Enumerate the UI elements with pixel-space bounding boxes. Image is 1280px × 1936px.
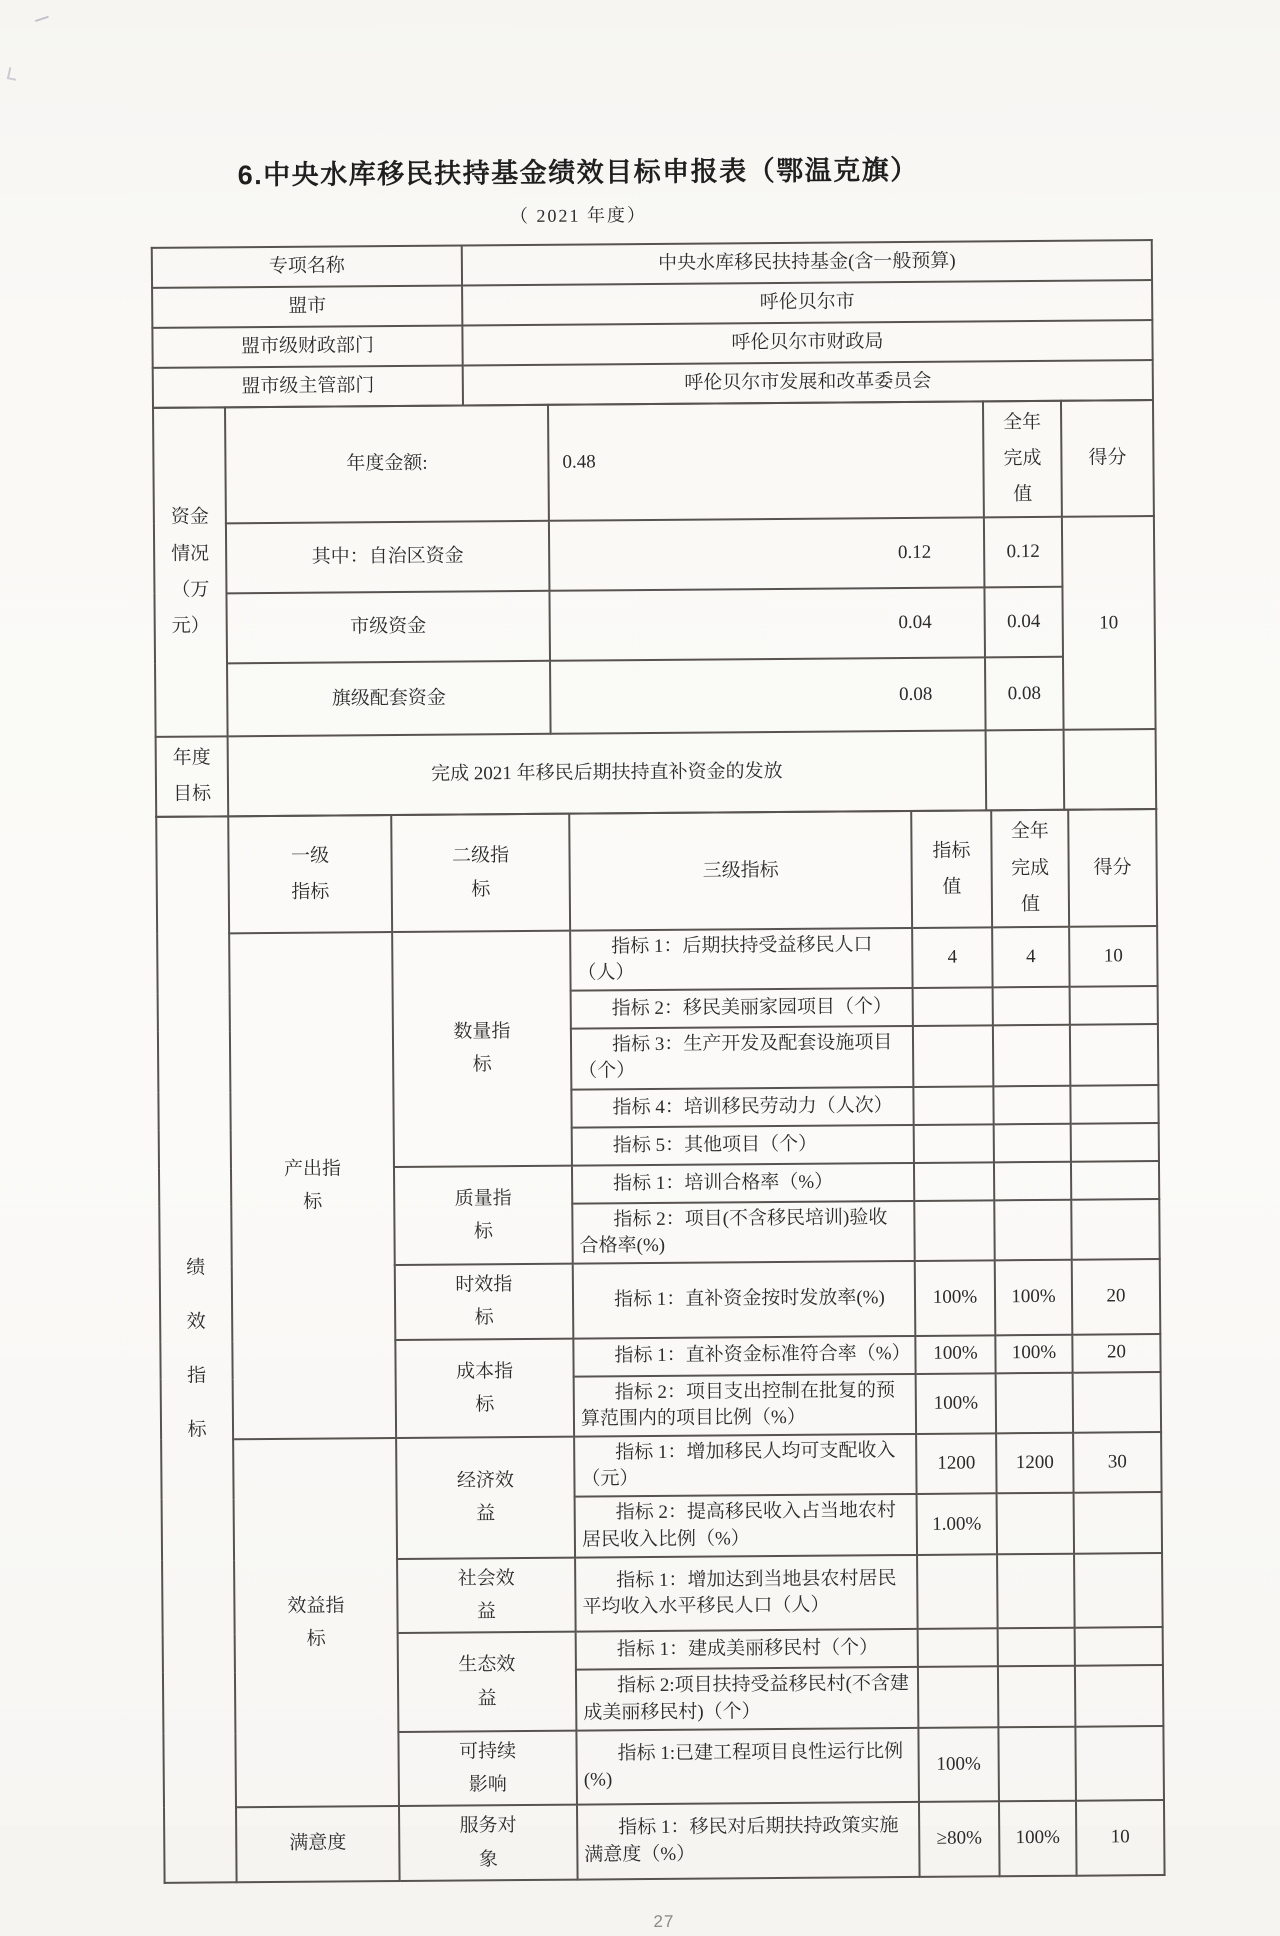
target-value-cell bbox=[917, 1554, 998, 1629]
l3-indicator-cell: 指标 2：项目(不含移民培训)验收合格率(%) bbox=[572, 1201, 914, 1264]
annual-goal-text: 完成 2021 年移民后期扶持直补资金的发放 bbox=[228, 731, 987, 817]
funding-target-cell: 0.12 bbox=[549, 518, 985, 591]
score-cell: 20 bbox=[1072, 1259, 1161, 1334]
completion-value-cell bbox=[994, 1161, 1071, 1200]
level2-group-cell: 服务对象 bbox=[399, 1805, 578, 1881]
target-value-cell bbox=[914, 1124, 994, 1163]
level2-group-cell: 质量指标 bbox=[394, 1165, 573, 1265]
completion-value-cell bbox=[997, 1493, 1074, 1554]
target-value-cell bbox=[914, 1162, 994, 1201]
target-value-cell bbox=[913, 1026, 993, 1087]
score-cell bbox=[1074, 1492, 1162, 1553]
l3-indicator-cell: 指标 1：后期扶持受益移民人口（人） bbox=[570, 928, 912, 991]
page-number: 27 bbox=[653, 1911, 675, 1931]
completion-value-cell: 4 bbox=[992, 926, 1069, 987]
score-cell bbox=[1075, 1726, 1164, 1801]
score-cell: 30 bbox=[1073, 1432, 1161, 1493]
target-value-cell: 100% bbox=[918, 1727, 999, 1802]
info-table bbox=[151, 239, 1154, 409]
empty-cell bbox=[986, 730, 1065, 811]
score-cell: 10 bbox=[1069, 926, 1157, 987]
score-cell: 10 bbox=[1076, 1800, 1165, 1875]
funding-completion-cell: 0.08 bbox=[985, 657, 1064, 731]
completion-value-cell: 1200 bbox=[996, 1433, 1073, 1494]
score-header: 得分 bbox=[1068, 810, 1157, 927]
info-value-cell: 呼伦贝尔市发展和改革委员会 bbox=[463, 360, 1153, 405]
info-value-cell: 呼伦贝尔市财政局 bbox=[462, 320, 1152, 365]
l3-indicator-cell: 指标 1：移民对后期扶持政策实施满意度（%） bbox=[577, 1802, 920, 1879]
info-label-cell: 盟市级财政部门 bbox=[152, 325, 462, 367]
annual-goal-label: 年度目标 bbox=[156, 737, 229, 818]
score-cell: 20 bbox=[1072, 1334, 1160, 1373]
target-value-cell: 1200 bbox=[916, 1433, 996, 1494]
target-value-cell: 100% bbox=[916, 1373, 996, 1434]
completion-value-cell bbox=[993, 1025, 1070, 1086]
l3-indicator-cell: 指标 2：提高移民收入占当地农村居民收入比例（%） bbox=[575, 1494, 917, 1557]
target-value-cell bbox=[913, 1086, 993, 1125]
annual-goal-row bbox=[156, 729, 1157, 817]
score-cell bbox=[1075, 1627, 1163, 1666]
target-value-cell bbox=[918, 1667, 998, 1728]
l3-indicator-cell: 指标 2：项目支出控制在批复的预算范围内的项目比例（%） bbox=[574, 1374, 916, 1437]
funding-row-label: 其中：自治区资金 bbox=[226, 521, 550, 594]
indicator-row bbox=[164, 1800, 1165, 1882]
level1-group-cell: 效益指标 bbox=[233, 1438, 399, 1808]
completion-header: 全年完成值 bbox=[983, 401, 1062, 518]
level3-header: 三级指标 bbox=[569, 811, 912, 930]
funding-row bbox=[154, 586, 1155, 664]
score-cell bbox=[1070, 986, 1158, 1025]
indicator-table bbox=[155, 809, 1165, 1884]
completion-value-cell: 100% bbox=[995, 1260, 1073, 1335]
l3-indicator-cell: 指标 1：直补资金按时发放率(%) bbox=[573, 1261, 916, 1338]
level1-header: 一级指标 bbox=[228, 816, 392, 934]
info-value-cell: 呼伦贝尔市 bbox=[462, 280, 1152, 325]
completion-value-cell bbox=[993, 1085, 1070, 1124]
l3-indicator-cell: 指标 2：移民美丽家园项目（个） bbox=[571, 988, 913, 1029]
info-value-cell: 中央水库移民扶持基金(含一般预算) bbox=[462, 240, 1152, 285]
level2-group-cell: 数量指标 bbox=[392, 930, 572, 1166]
score-header: 得分 bbox=[1061, 400, 1154, 517]
annual-amount-label: 年度金额: bbox=[225, 405, 549, 524]
info-label-cell: 盟市级主管部门 bbox=[153, 365, 463, 407]
completion-value-cell bbox=[996, 1372, 1073, 1433]
info-label-cell: 专项名称 bbox=[152, 245, 462, 287]
score-cell bbox=[1071, 1199, 1159, 1260]
funding-completion-cell: 0.04 bbox=[984, 587, 1063, 658]
l3-indicator-cell: 指标 1：建成美丽移民村（个） bbox=[576, 1629, 918, 1670]
page-title: 6.中央水库移民扶持基金绩效目标申报表（鄂温克旗） bbox=[237, 154, 919, 191]
score-cell bbox=[1071, 1123, 1159, 1162]
target-value-cell: 100% bbox=[915, 1335, 995, 1374]
level2-group-cell: 经济效益 bbox=[396, 1437, 575, 1559]
target-value-cell: 4 bbox=[912, 927, 992, 988]
level1-group-cell: 产出指标 bbox=[229, 932, 396, 1440]
l3-indicator-cell: 指标 1：增加达到当地县农村居民平均收入水平移民人口（人） bbox=[575, 1555, 918, 1632]
completion-value-cell bbox=[994, 1123, 1071, 1162]
indicator-header-row bbox=[156, 810, 1157, 934]
l3-indicator-cell: 指标 4：培训移民劳动力（人次） bbox=[571, 1087, 913, 1128]
completion-value-cell bbox=[997, 1554, 1075, 1629]
funding-row-label: 旗级配套资金 bbox=[227, 661, 551, 737]
score-cell bbox=[1070, 1085, 1158, 1124]
completion-value-cell: 100% bbox=[999, 1801, 1077, 1876]
l3-indicator-cell: 指标 1:已建工程项目良性运行比例(%) bbox=[576, 1728, 919, 1805]
indicator-row bbox=[161, 1432, 1161, 1500]
target-value-cell: 100% bbox=[915, 1260, 996, 1335]
target-value-cell bbox=[918, 1629, 998, 1668]
completion-header: 全年完成值 bbox=[991, 810, 1069, 927]
l3-indicator-cell: 指标 1：培训合格率（%） bbox=[572, 1163, 914, 1204]
level2-group-cell: 可持续影响 bbox=[398, 1730, 577, 1806]
score-cell bbox=[1075, 1665, 1163, 1726]
l3-indicator-cell: 指标 1：直补资金标准符合率（%） bbox=[573, 1336, 915, 1377]
l3-indicator-cell: 指标 5：其他项目（个） bbox=[572, 1125, 914, 1166]
funding-row bbox=[155, 656, 1156, 737]
annual-amount-value: 0.48 bbox=[548, 401, 984, 521]
page-subtitle: （ 2021 年度） bbox=[509, 205, 648, 227]
target-header: 指标值 bbox=[911, 811, 992, 928]
funding-target-cell: 0.08 bbox=[550, 658, 986, 734]
level1-group-cell: 满意度 bbox=[236, 1806, 400, 1882]
scan-speck bbox=[33, 10, 49, 22]
completion-value-cell bbox=[993, 987, 1070, 1026]
score-cell bbox=[1070, 1024, 1158, 1085]
completion-value-cell bbox=[998, 1727, 1076, 1802]
scan-speck bbox=[7, 67, 18, 81]
funding-row-label: 市级资金 bbox=[226, 591, 550, 664]
level2-group-cell: 时效指标 bbox=[395, 1264, 574, 1340]
level2-group-cell: 成本指标 bbox=[395, 1338, 574, 1438]
level2-group-cell: 生态效益 bbox=[398, 1632, 577, 1732]
indicator-row bbox=[157, 926, 1157, 994]
score-cell bbox=[1073, 1372, 1161, 1433]
score-cell bbox=[1071, 1161, 1159, 1200]
empty-cell bbox=[1064, 729, 1157, 810]
level2-header: 二级指标 bbox=[391, 814, 570, 932]
target-value-cell bbox=[913, 988, 993, 1027]
completion-value-cell bbox=[998, 1628, 1075, 1667]
completion-value-cell: 100% bbox=[995, 1334, 1072, 1373]
completion-value-cell bbox=[998, 1666, 1075, 1727]
funding-target-cell: 0.04 bbox=[549, 588, 985, 661]
perf-section-label: 绩效指标 bbox=[156, 817, 236, 1883]
l3-indicator-cell: 指标 2:项目扶持受益移民村(不含建成美丽移民村)（个） bbox=[576, 1667, 918, 1730]
target-value-cell: 1.00% bbox=[917, 1494, 997, 1555]
target-value-cell: ≥80% bbox=[919, 1802, 1000, 1877]
l3-indicator-cell: 指标 1：增加移民人均可支配收入（元） bbox=[574, 1434, 916, 1497]
funding-row bbox=[153, 400, 1154, 524]
completion-value-cell bbox=[994, 1199, 1071, 1260]
funding-row bbox=[154, 516, 1155, 594]
info-label-cell: 盟市 bbox=[152, 285, 462, 327]
score-cell bbox=[1074, 1553, 1163, 1628]
target-value-cell bbox=[914, 1200, 994, 1261]
document-heading bbox=[78, 147, 1079, 232]
funding-score-cell: 10 bbox=[1062, 516, 1156, 730]
funding-section-label: 资金情况（万元） bbox=[153, 407, 228, 737]
level2-group-cell: 社会效益 bbox=[397, 1558, 576, 1634]
l3-indicator-cell: 指标 3：生产开发及配套设施项目（个） bbox=[571, 1026, 913, 1089]
funding-table bbox=[152, 399, 1157, 818]
funding-completion-cell: 0.12 bbox=[984, 517, 1063, 588]
